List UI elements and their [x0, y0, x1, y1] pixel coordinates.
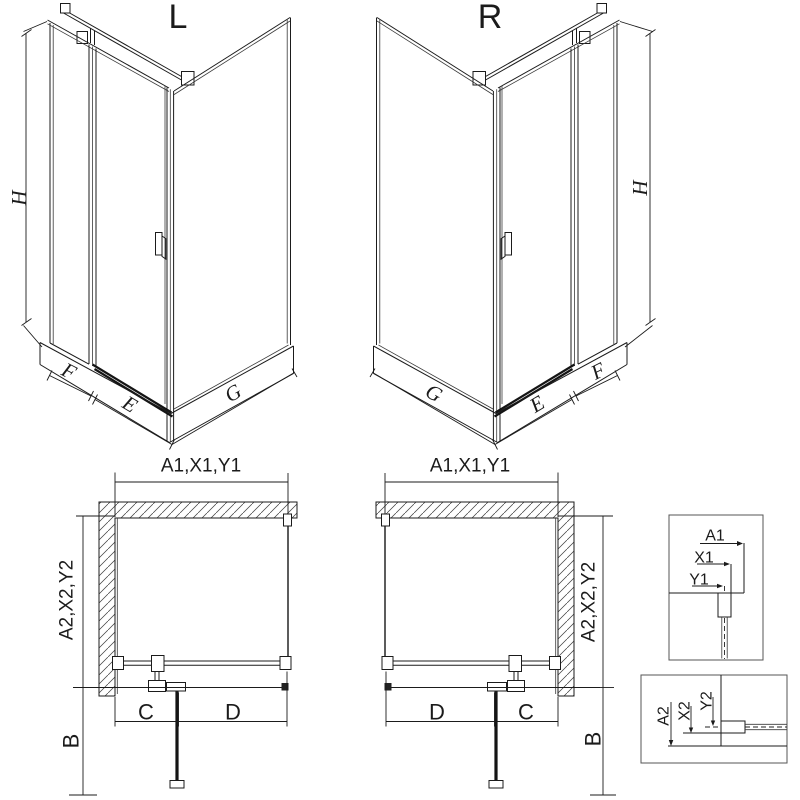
dim-door-e-left: E — [118, 390, 142, 418]
detail-label-x1: X1 — [694, 549, 714, 567]
enclosure-right-geometry — [370, 4, 627, 450]
wall-hatched-right-plan — [376, 502, 574, 696]
dim-panel-f-left: F — [57, 357, 81, 385]
isometric-view-right — [370, 4, 656, 450]
dim-c-left-plan: C — [138, 699, 154, 725]
variant-title-left: L — [168, 0, 188, 36]
dim-door-e-right: E — [525, 390, 549, 418]
dim-height-right: H — [628, 180, 652, 196]
dim-side-depth-left-plan: A2,X2,Y2 — [56, 559, 78, 641]
dim-b-right-plan: B — [580, 731, 606, 747]
detail-label-a1: A1 — [705, 527, 725, 545]
variant-title-right: R — [477, 0, 503, 36]
height-dimension-left — [22, 22, 48, 348]
dim-b-left-plan: B — [58, 733, 84, 749]
isometric-view-left — [22, 4, 298, 450]
dim-height-left: H — [7, 190, 31, 206]
dim-wall-g-right: G — [421, 378, 447, 408]
dim-top-width-left-plan: A1,X1,Y1 — [160, 455, 242, 477]
detail-label-a2: A2 — [655, 706, 673, 726]
floor-mount-profile — [721, 721, 745, 733]
dim-side-depth-right-plan: A2,X2,Y2 — [578, 561, 600, 643]
enclosure-left-geometry — [40, 4, 297, 450]
dim-wall-g-left: G — [220, 378, 246, 408]
wall-mount-profile — [718, 593, 731, 617]
plan-view-left — [69, 473, 297, 796]
dim-panel-f-right: F — [586, 357, 610, 385]
detail-label-y2: Y2 — [698, 691, 716, 711]
dim-d-left-plan: D — [225, 699, 241, 725]
dim-d-right-plan: D — [429, 699, 445, 725]
dim-c-right-plan: C — [518, 699, 534, 725]
detail-label-y1: Y1 — [689, 571, 709, 589]
wall-hatched-left-plan — [99, 502, 297, 696]
dim-top-width-right-plan: A1,X1,Y1 — [429, 455, 511, 477]
detail-label-x2: X2 — [676, 701, 694, 721]
